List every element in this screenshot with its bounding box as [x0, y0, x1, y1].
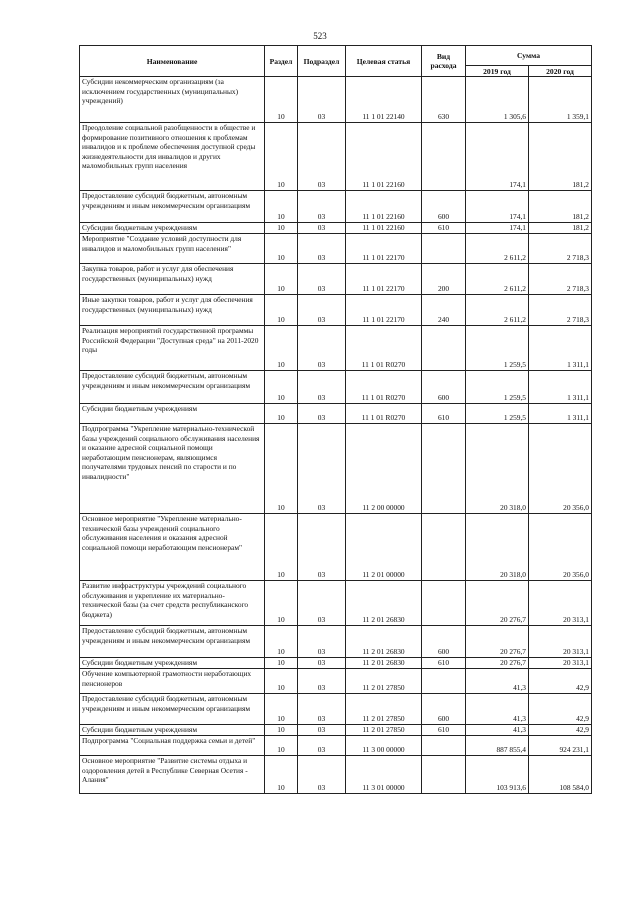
row-name: Подпрограмма "Социальная поддержка семьи и детей" — [80, 736, 265, 756]
row-sum-2020: 20 313,1 — [529, 626, 592, 658]
row-sum-2019: 2 611,2 — [466, 234, 529, 264]
row-subsection: 03 — [298, 725, 346, 736]
row-expense-type: 610 — [422, 404, 466, 424]
row-subsection: 03 — [298, 669, 346, 694]
row-expense-type: 600 — [422, 191, 466, 223]
row-sum-2020: 42,9 — [529, 694, 592, 725]
row-expense-type: 630 — [422, 77, 466, 123]
row-expense-type — [422, 581, 466, 626]
row-section: 10 — [265, 326, 298, 371]
row-sum-2020: 20 313,1 — [529, 658, 592, 669]
table-row — [80, 371, 592, 404]
row-sum-2019: 887 855,4 — [466, 736, 529, 756]
row-subsection: 03 — [298, 514, 346, 581]
table-row — [80, 295, 592, 326]
table-row — [80, 756, 592, 794]
row-sum-2019: 1 259,5 — [466, 404, 529, 424]
row-sum-2020: 2 718,3 — [529, 295, 592, 326]
row-sum-2020: 108 584,0 — [529, 756, 592, 794]
row-sum-2019: 20 276,7 — [466, 581, 529, 626]
row-section: 10 — [265, 234, 298, 264]
row-section: 10 — [265, 295, 298, 326]
row-target: 11 2 01 26830 — [346, 581, 422, 626]
row-subsection: 03 — [298, 424, 346, 514]
row-expense-type — [422, 424, 466, 514]
row-subsection: 03 — [298, 736, 346, 756]
row-section: 10 — [265, 626, 298, 658]
table-row — [80, 514, 592, 581]
row-sum-2019: 20 318,0 — [466, 424, 529, 514]
header-2020: 2020 год — [529, 66, 592, 77]
row-sum-2019: 20 276,7 — [466, 626, 529, 658]
row-sum-2020: 2 718,3 — [529, 264, 592, 295]
row-expense-type — [422, 756, 466, 794]
row-sum-2020: 42,9 — [529, 669, 592, 694]
row-section: 10 — [265, 264, 298, 295]
row-subsection: 03 — [298, 234, 346, 264]
row-subsection: 03 — [298, 756, 346, 794]
row-sum-2019: 174,1 — [466, 223, 529, 234]
row-sum-2020: 20 356,0 — [529, 424, 592, 514]
row-name: Закупка товаров, работ и услуг для обеспечения государственных (муниципальных) нужд — [80, 264, 265, 295]
row-target: 11 3 01 00000 — [346, 756, 422, 794]
header-expense-type: Вид расхода — [422, 46, 466, 77]
row-subsection: 03 — [298, 694, 346, 725]
row-target: 11 1 01 22170 — [346, 234, 422, 264]
row-name: Субсидии бюджетным учреждениям — [80, 725, 265, 736]
header-target: Целевая статья — [346, 46, 422, 77]
row-target: 11 2 01 26830 — [346, 626, 422, 658]
row-target: 11 2 01 27850 — [346, 694, 422, 725]
row-expense-type: 600 — [422, 371, 466, 404]
row-section: 10 — [265, 191, 298, 223]
row-name: Основное мероприятие "Развитие системы отдыха и оздоровления детей в Республике Северная Осетия - Алания" — [80, 756, 265, 794]
row-subsection: 03 — [298, 77, 346, 123]
row-section: 10 — [265, 756, 298, 794]
row-section: 10 — [265, 424, 298, 514]
row-name: Субсидии бюджетным учреждениям — [80, 223, 265, 234]
row-sum-2019: 20 318,0 — [466, 514, 529, 581]
row-sum-2020: 181,2 — [529, 223, 592, 234]
row-target: 11 1 01 R0270 — [346, 404, 422, 424]
row-name: Субсидии бюджетным учреждениям — [80, 658, 265, 669]
row-sum-2020: 181,2 — [529, 123, 592, 191]
row-sum-2019: 41,3 — [466, 725, 529, 736]
row-name: Реализация мероприятий государственной программы Российской Федерации "Доступная среда" на 2011-2020 годы — [80, 326, 265, 371]
row-section: 10 — [265, 658, 298, 669]
header-name: Наименование — [80, 46, 265, 77]
table-row — [80, 736, 592, 756]
row-expense-type: 200 — [422, 264, 466, 295]
row-target: 11 1 01 22170 — [346, 264, 422, 295]
row-subsection: 03 — [298, 326, 346, 371]
row-section: 10 — [265, 77, 298, 123]
row-section: 10 — [265, 371, 298, 404]
row-expense-type — [422, 234, 466, 264]
row-target: 11 1 01 R0270 — [346, 371, 422, 404]
header-sum: Сумма — [466, 46, 592, 66]
row-name: Предоставление субсидий бюджетным, автономным учреждениям и иным некоммерческим организациям — [80, 371, 265, 404]
row-section: 10 — [265, 581, 298, 626]
header-2019: 2019 год — [466, 66, 529, 77]
row-sum-2019: 174,1 — [466, 191, 529, 223]
row-name: Иные закупки товаров, работ и услуг для обеспечения государственных (муниципальных) нужд — [80, 295, 265, 326]
table-row — [80, 191, 592, 223]
row-target: 11 1 01 22160 — [346, 223, 422, 234]
row-expense-type: 610 — [422, 725, 466, 736]
row-sum-2019: 103 913,6 — [466, 756, 529, 794]
row-sum-2020: 1 311,1 — [529, 404, 592, 424]
row-target: 11 1 01 22140 — [346, 77, 422, 123]
table-row — [80, 264, 592, 295]
row-section: 10 — [265, 669, 298, 694]
table-row — [80, 326, 592, 371]
row-name: Мероприятие "Создание условий доступности для инвалидов и маломобильных групп населения" — [80, 234, 265, 264]
row-target: 11 1 01 22170 — [346, 295, 422, 326]
row-subsection: 03 — [298, 191, 346, 223]
table-row — [80, 694, 592, 725]
budget-table — [79, 45, 592, 794]
header-section: Раздел — [265, 46, 298, 77]
row-expense-type: 610 — [422, 223, 466, 234]
table-row — [80, 725, 592, 736]
row-target: 11 3 00 00000 — [346, 736, 422, 756]
row-expense-type — [422, 123, 466, 191]
row-subsection: 03 — [298, 581, 346, 626]
row-name: Предоставление субсидий бюджетным, автономным учреждениям и иным некоммерческим организациям — [80, 626, 265, 658]
table-row — [80, 123, 592, 191]
row-section: 10 — [265, 514, 298, 581]
table-row — [80, 669, 592, 694]
row-expense-type: 240 — [422, 295, 466, 326]
row-target: 11 2 01 27850 — [346, 725, 422, 736]
table-row — [80, 424, 592, 514]
row-target: 11 1 01 22160 — [346, 191, 422, 223]
row-expense-type — [422, 326, 466, 371]
row-section: 10 — [265, 223, 298, 234]
row-name: Преодоление социальной разобщенности в обществе и формирование позитивного отношения к проблемам инвалидов и к проблеме обеспечения доступной среды жизнедеятельности для инвалидов и других маломобильных групп населения — [80, 123, 265, 191]
row-sum-2019: 174,1 — [466, 123, 529, 191]
row-sum-2019: 1 305,6 — [466, 77, 529, 123]
row-target: 11 1 01 22160 — [346, 123, 422, 191]
row-name: Подпрограмма "Укрепление материально-технической базы учреждений социального обслуживания населения и оказание адресной социальной помощи неработающим пенсионерам, являющимся получателями трудовых пенсий по старости и по инвалидности" — [80, 424, 265, 514]
row-name: Основное мероприятие "Укрепление материально-технической базы учреждений социального обслуживания населения и оказания адресной социальной помощи неработающим пенсионерам" — [80, 514, 265, 581]
row-section: 10 — [265, 694, 298, 725]
row-subsection: 03 — [298, 404, 346, 424]
row-expense-type: 600 — [422, 626, 466, 658]
row-subsection: 03 — [298, 371, 346, 404]
row-name: Развитие инфраструктуры учреждений социального обслуживания и укрепление их материально-технической базы (за счет средств республиканского бюджета) — [80, 581, 265, 626]
row-sum-2019: 2 611,2 — [466, 264, 529, 295]
row-subsection: 03 — [298, 223, 346, 234]
row-expense-type — [422, 514, 466, 581]
row-sum-2020: 20 313,1 — [529, 581, 592, 626]
table-row — [80, 223, 592, 234]
table-row — [80, 658, 592, 669]
header-subsection: Подраздел — [298, 46, 346, 77]
row-sum-2020: 924 231,1 — [529, 736, 592, 756]
row-target: 11 2 01 26830 — [346, 658, 422, 669]
row-name: Предоставление субсидий бюджетным, автономным учреждениям и иным некоммерческим организациям — [80, 191, 265, 223]
row-sum-2020: 1 359,1 — [529, 77, 592, 123]
table-row — [80, 581, 592, 626]
row-subsection: 03 — [298, 295, 346, 326]
row-name: Субсидии некоммерческим организациям (за исключением государственных (муниципальных) учреждений) — [80, 77, 265, 123]
row-sum-2020: 1 311,1 — [529, 326, 592, 371]
row-target: 11 1 01 R0270 — [346, 326, 422, 371]
row-name: Предоставление субсидий бюджетным, автономным учреждениям и иным некоммерческим организациям — [80, 694, 265, 725]
row-section: 10 — [265, 725, 298, 736]
row-sum-2019: 1 259,5 — [466, 326, 529, 371]
row-sum-2020: 42,9 — [529, 725, 592, 736]
row-subsection: 03 — [298, 658, 346, 669]
row-subsection: 03 — [298, 264, 346, 295]
row-sum-2019: 41,3 — [466, 669, 529, 694]
row-name: Обучение компьютерной грамотности неработающих пенсионеров — [80, 669, 265, 694]
table-row — [80, 404, 592, 424]
row-expense-type — [422, 736, 466, 756]
row-target: 11 2 01 27850 — [346, 669, 422, 694]
table-row — [80, 234, 592, 264]
row-section: 10 — [265, 123, 298, 191]
row-target: 11 2 01 00000 — [346, 514, 422, 581]
row-expense-type — [422, 669, 466, 694]
row-target: 11 2 00 00000 — [346, 424, 422, 514]
row-sum-2020: 181,2 — [529, 191, 592, 223]
row-sum-2019: 20 276,7 — [466, 658, 529, 669]
row-section: 10 — [265, 404, 298, 424]
row-sum-2019: 41,3 — [466, 694, 529, 725]
row-sum-2019: 1 259,5 — [466, 371, 529, 404]
row-section: 10 — [265, 736, 298, 756]
table-row — [80, 626, 592, 658]
row-sum-2020: 1 311,1 — [529, 371, 592, 404]
row-sum-2020: 20 356,0 — [529, 514, 592, 581]
row-sum-2019: 2 611,2 — [466, 295, 529, 326]
row-expense-type: 600 — [422, 694, 466, 725]
page-number: 523 — [313, 31, 327, 41]
row-subsection: 03 — [298, 123, 346, 191]
row-sum-2020: 2 718,3 — [529, 234, 592, 264]
row-expense-type: 610 — [422, 658, 466, 669]
row-subsection: 03 — [298, 626, 346, 658]
row-name: Субсидии бюджетным учреждениям — [80, 404, 265, 424]
table-row — [80, 77, 592, 123]
